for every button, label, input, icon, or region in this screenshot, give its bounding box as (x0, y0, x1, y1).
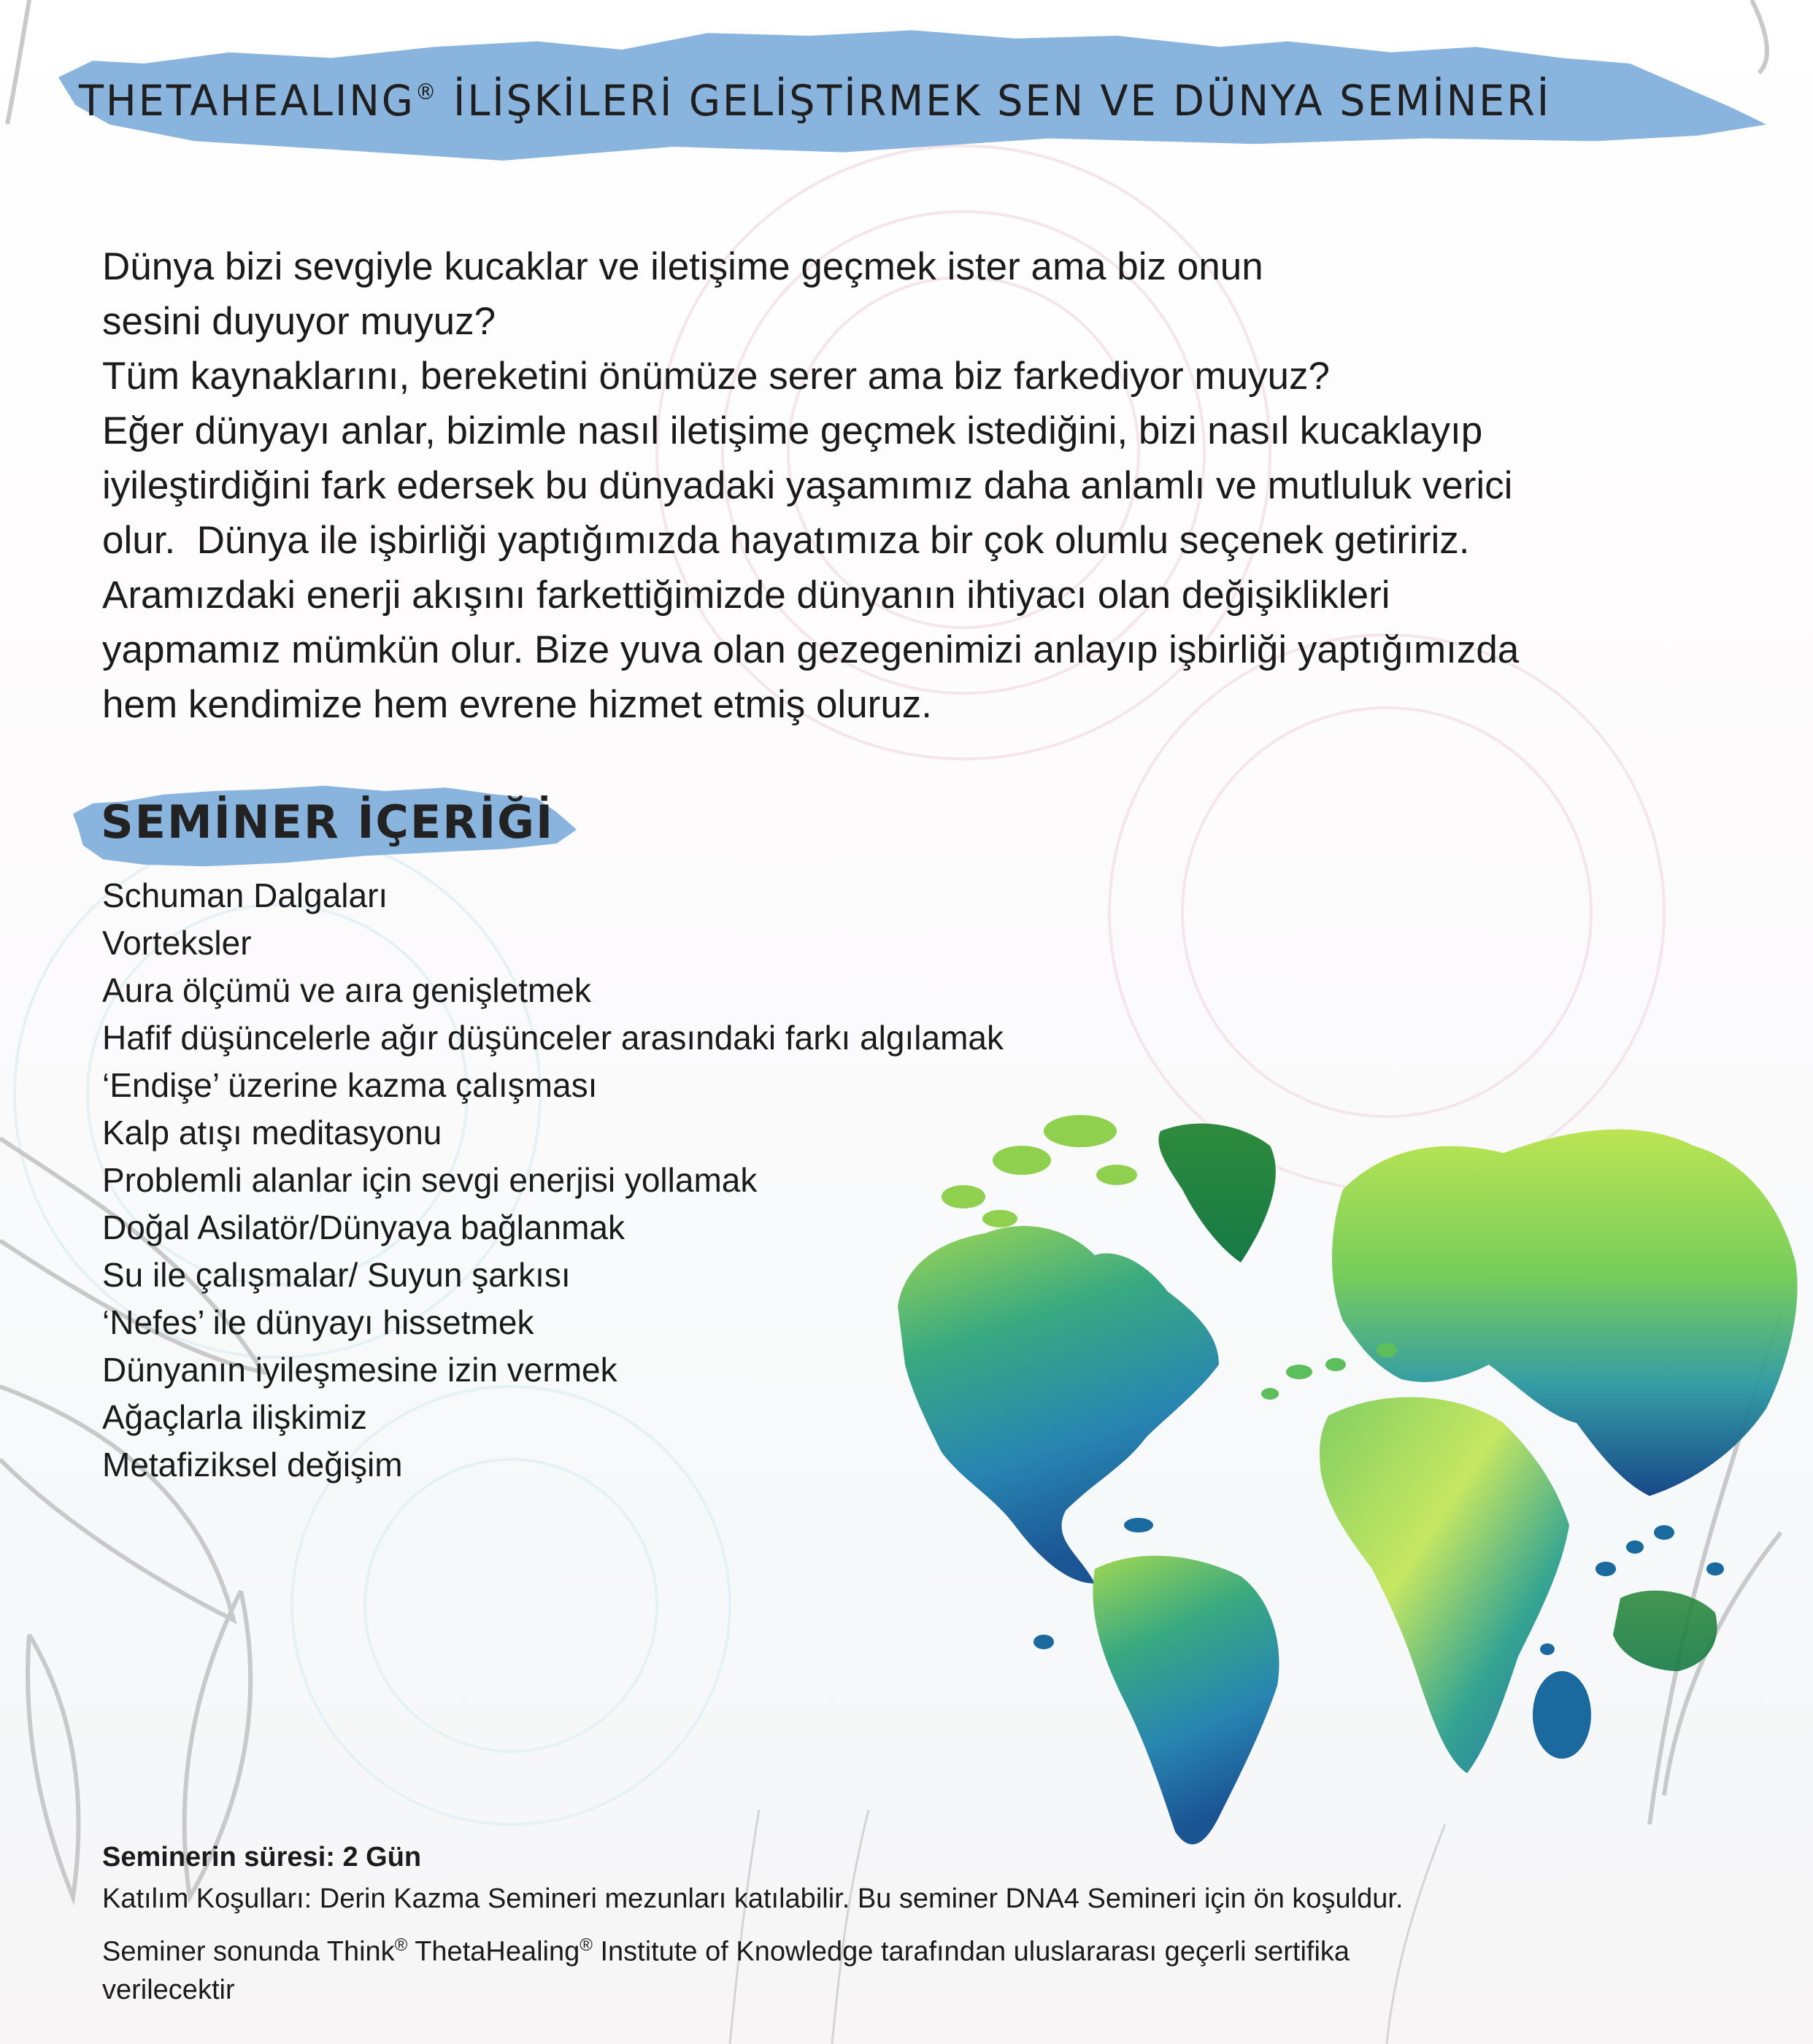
intro-line: Aramızdaki enerji akışını farkettiğimizde dünyanın ihtiyacı olan değişiklikleri (102, 574, 1390, 617)
title-prefix: THETAHEALING (79, 76, 415, 126)
section-title-content: SEMİNER İÇERİĞİ (101, 795, 555, 849)
intro-line: olur. Dünya ile işbirliği yaptığımızda hayatımıza bir çok olumlu seçenek getiririz. (102, 519, 1470, 562)
participation-conditions: Katılım Koşulları: Derin Kazma Semineri mezunları katılabilir. Bu seminer DNA4 Semineri için ön koşuldur. (102, 1883, 1404, 1914)
registered-mark: ® (415, 80, 439, 105)
intro-line: Eğer dünyayı anlar, bizimle nasıl iletişime geçmek istediğini, bizi nasıl kucaklayıp (102, 409, 1483, 452)
seminar-content-list (102, 872, 1004, 1489)
title-rest: İLİŞKİLERİ GELİŞTİRMEK SEN VE DÜNYA SEMİNERİ (438, 76, 1552, 126)
list-item: Aura ölçümü ve aıra genişletmek (102, 971, 591, 1009)
list-item: Su ile çalışmalar/ Suyun şarkısı (102, 1256, 571, 1294)
list-item: Dünyanın iyileşmesine izin vermek (102, 1351, 617, 1389)
footer-info (102, 1839, 1781, 2009)
cert-text: ThetaHealing (407, 1936, 580, 1967)
intro-line: Dünya bizi sevgiyle kucaklar ve iletişime geçmek ister ama biz onun (102, 245, 1263, 288)
list-item: ‘Endişe’ üzerine kazma çalışması (102, 1066, 598, 1104)
list-item: Doğal Asilatör/Dünyaya bağlanmak (102, 1208, 625, 1246)
heart-world-map-image (876, 1073, 1810, 1861)
list-item: Hafif düşüncelerle ağır düşünceler arasındaki farkı algılamak (102, 1019, 1004, 1057)
intro-line: yapmamız mümkün olur. Bize yuva olan gezegenimizi anlayıp işbirliği yaptığımızda (102, 628, 1520, 671)
registered-mark: ® (580, 1935, 593, 1955)
registered-mark: ® (394, 1935, 408, 1955)
certificate-info (102, 1927, 1781, 2009)
intro-line: iyileştirdiğini fark edersek bu dünyadaki yaşamımız daha anlamlı ve mutluluk verici (102, 464, 1513, 507)
list-item: Metafiziksel değişim (102, 1446, 403, 1484)
cert-text: verilecektir (102, 1974, 235, 2005)
list-item: Vorteksler (102, 924, 252, 962)
intro-line: hem kendimize hem evrene hizmet etmiş oluruz. (102, 683, 933, 726)
cert-text: Seminer sonunda Think (102, 1936, 395, 1967)
intro-paragraph (102, 239, 1766, 732)
list-item: Problemli alanlar için sevgi enerjisi yollamak (102, 1161, 758, 1199)
intro-line: sesini duyuyor muyuz? (102, 300, 496, 343)
cert-text: Institute of Knowledge tarafından uluslararası geçerli sertifika (592, 1936, 1350, 1967)
list-item: Ağaçlarla ilişkimiz (102, 1398, 367, 1436)
list-item: Kalp atışı meditasyonu (102, 1114, 442, 1152)
list-item: ‘Nefes’ ile dünyayı hissetmek (102, 1303, 534, 1341)
list-item: Schuman Dalgaları (102, 876, 388, 914)
intro-line: Tüm kaynaklarını, bereketini önümüze serer ama biz farkediyor muyuz? (102, 355, 1330, 398)
page-title (79, 76, 1551, 126)
seminar-duration: Seminerin süresi: 2 Gün (102, 1842, 422, 1873)
